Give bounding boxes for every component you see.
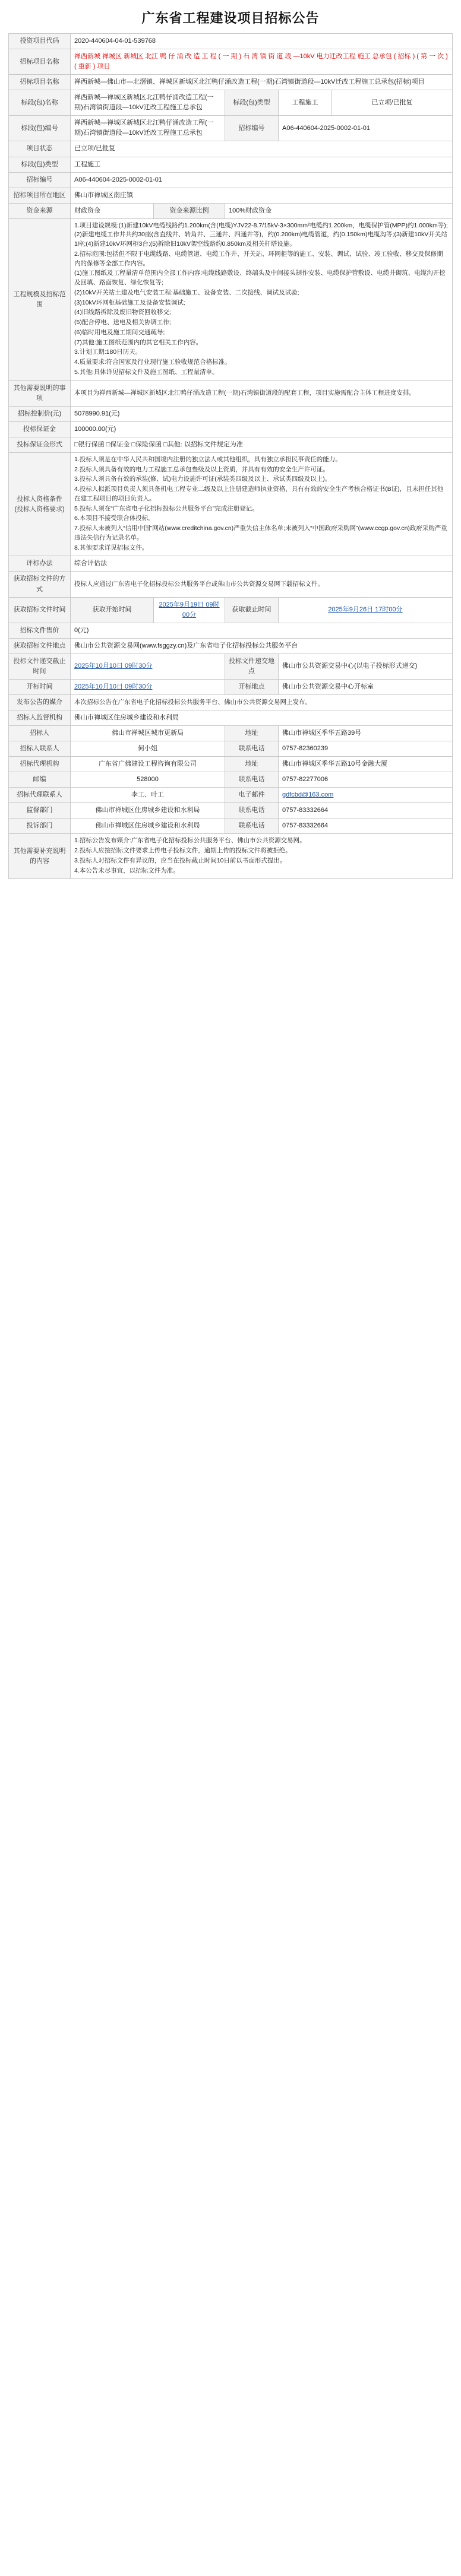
value-bid-deadline bbox=[71, 653, 225, 679]
scope-line: (5)配合停电、送电及相关协调工作; bbox=[74, 319, 171, 326]
project-name-text: 禅西新城 禅城区 新城区 北江 鸭 仔 涌 改 造 工 程 ( 一 期 ) 石 湾 镇 街 道 段 —10kV 电力迁改工程 施工 总承包 ( 招标 ) ( 第 一 次 ) ( 重新 ) 项目 bbox=[74, 53, 448, 71]
value-scope bbox=[71, 218, 453, 380]
contact-label: 地址 bbox=[225, 726, 279, 741]
doc-end-date: 2025年9月26日 17时00分 bbox=[328, 606, 403, 614]
value-section-name-2: 禅西新城—禅城区新城区北江鸭仔涌改造工程(一期)石湾镇街道段—10kV迁改工程施工总承包 bbox=[71, 116, 225, 141]
label-project-code: 投资项目代码 bbox=[9, 34, 71, 49]
contact-label: 联系电话 bbox=[225, 803, 279, 819]
scope-line: (6)临时用电及施工期间交通疏导; bbox=[74, 328, 165, 336]
contact-label: 招标人联系人 bbox=[9, 741, 71, 757]
contact-label: 投诉部门 bbox=[9, 819, 71, 834]
qualification-line: 5.投标人须在“广东省电子化招标投标公共服务平台”完成注册登记。 bbox=[74, 505, 258, 512]
row-scope bbox=[9, 218, 453, 380]
page-title: 广东省工程建设项目招标公告 bbox=[141, 11, 320, 26]
value-doc-fee: 0(元) bbox=[71, 623, 453, 638]
value-type: 工程施工 bbox=[71, 157, 453, 172]
contact-label: 监督部门 bbox=[9, 803, 71, 819]
contact-label: 邮编 bbox=[9, 772, 71, 788]
qualification-line: 7.投标人未被列入“信用中国”网站(www.creditchina.gov.cn)严重失信主体名单;未被列入“中国政府采购网”(www.ccgp.gov.cn)政府采购严重违法失信行为记录名单。 bbox=[74, 525, 447, 541]
scope-line: (7)其他:施工图纸范围内的其它相关工作内容。 bbox=[74, 338, 203, 346]
row-media bbox=[9, 694, 453, 710]
value-open-place: 佛山市公共资源交易中心开标室 bbox=[279, 679, 453, 694]
value-deposit-method: □银行保函 □保证金 □保险保函 □其他: 以招标文件规定为准 bbox=[71, 437, 453, 452]
bid-deadline-date: 2025年10月10日 09时30分 bbox=[74, 662, 153, 670]
label-bid-code-2: 招标编号 bbox=[9, 172, 71, 188]
contact-label: 联系电话 bbox=[225, 741, 279, 757]
contact-label: 电子邮件 bbox=[225, 788, 279, 803]
value-bid-place: 佛山市公共资源交易中心(以电子投标形式递交) bbox=[279, 653, 453, 679]
value-place: 佛山市公共资源交易网(www.fsggzy.cn)及广东省电子化招标投标公共服务平台 bbox=[71, 638, 453, 653]
scope-line: 2.招标范围:包括但不限于电缆线路、电缆管道、电缆工作井、开关站、环网柜等的施工、安装、调试、试验、竣工验收、移交及保修期内的保修等全部工作内容。 bbox=[74, 250, 443, 267]
contact-value: 佛山市禅城区住房城乡建设和水利局 bbox=[71, 819, 225, 834]
note-line: 1.招标公告发布媒介:广东省电子化招标投标公共服务平台、佛山市公共资源交易网。 bbox=[74, 837, 306, 845]
value-other-info: 本项目为禅西新城—禅城区新城区北江鸭仔涌改造工程(一期)石湾镇街道段的配套工程，项目实施需配合主体工程进度安排。 bbox=[71, 380, 453, 406]
row-section-code bbox=[9, 116, 453, 141]
label-media: 发布公告的媒介 bbox=[9, 694, 71, 710]
row-other-notes bbox=[9, 834, 453, 879]
note-line: 4.本公告未尽事宜，以招标文件为准。 bbox=[74, 867, 179, 874]
row-supervisor bbox=[9, 710, 453, 725]
row-bid-deadline bbox=[9, 653, 453, 679]
contact-row bbox=[9, 757, 453, 772]
row-review-method bbox=[9, 556, 453, 572]
label-doc-get: 获取招标文件的方式 bbox=[9, 572, 71, 597]
row-deposit bbox=[9, 421, 453, 437]
contact-value: 0757-83332664 bbox=[279, 819, 453, 834]
value-qualification bbox=[71, 452, 453, 556]
label-deposit-method: 投标保证金形式 bbox=[9, 437, 71, 452]
contact-value: 0757-82277006 bbox=[279, 772, 453, 788]
contact-value: 广东省广佛建设工程咨询有限公司 bbox=[71, 757, 225, 772]
contact-value: 0757-83332664 bbox=[279, 803, 453, 819]
row-region bbox=[9, 188, 453, 203]
contact-email[interactable] bbox=[279, 788, 453, 803]
label-type: 标段(包)类型 bbox=[9, 157, 71, 172]
scope-line: (1)施工图纸及工程量清单范围内全部工作内容:电缆线路敷设、终端头及中间接头制作安装、电缆保护管敷设、电缆井砌筑、电缆沟开挖及回填、路面恢复、绿化恢复等; bbox=[74, 269, 446, 287]
value-funding: 财政资金 bbox=[71, 203, 154, 218]
label-other-notes: 其他需要补充说明的内容 bbox=[9, 834, 71, 879]
contact-value: 528000 bbox=[71, 772, 225, 788]
value-est-amount: 5078990.91(元) bbox=[71, 406, 453, 421]
label-region: 招标项目所在地区 bbox=[9, 188, 71, 203]
label-deposit: 投标保证金 bbox=[9, 421, 71, 437]
label-bid-project: 招标项目名称 bbox=[9, 75, 71, 90]
contact-label: 地址 bbox=[225, 757, 279, 772]
label-bid-code: 招标编号 bbox=[225, 116, 279, 141]
scope-line: 5.其他:具体详见招标文件及施工图纸、工程量清单。 bbox=[74, 368, 219, 376]
contact-label: 联系电话 bbox=[225, 819, 279, 834]
contact-value: 何小姐 bbox=[71, 741, 225, 757]
scope-line: 4.质量要求:符合国家及行业现行施工验收规范合格标准。 bbox=[74, 359, 231, 366]
value-project-status: 已立项/已批复 bbox=[332, 90, 453, 116]
contact-row bbox=[9, 788, 453, 803]
value-review-method: 综合评估法 bbox=[71, 556, 453, 572]
contact-value: 佛山市禅城区住房城乡建设和水利局 bbox=[71, 803, 225, 819]
value-section-type: 工程施工 bbox=[279, 90, 332, 116]
row-project-name bbox=[9, 49, 453, 75]
qualification-line: 2.投标人须具备有效的电力工程施工总承包叁级及以上资质，并具有有效的安全生产许可证。 bbox=[74, 465, 329, 473]
label-review-method: 评标办法 bbox=[9, 556, 71, 572]
qualification-line: 6.本项目不接受联合体投标。 bbox=[74, 515, 154, 522]
note-line: 3.投标人对招标文件有异议的，应当在投标截止时间10日前以书面形式提出。 bbox=[74, 856, 286, 864]
email-link[interactable]: gdfcbd@163.com bbox=[282, 791, 334, 799]
doc-start-date: 2025年9月19日 09时00分 bbox=[159, 601, 220, 618]
announcement-table bbox=[8, 33, 453, 879]
row-doc-time bbox=[9, 597, 453, 623]
contact-row bbox=[9, 803, 453, 819]
label-doc-start: 获取开始时间 bbox=[71, 597, 154, 623]
row-funding bbox=[9, 203, 453, 218]
value-section-name: 禅西新城—禅城区新城区北江鸭仔涌改造工程(一期)石湾镇街道段—10kV迁改工程施工总承包 bbox=[71, 90, 225, 116]
contact-row bbox=[9, 726, 453, 741]
row-doc-get bbox=[9, 572, 453, 597]
scope-line: (3)10kV环网柜基础施工及设备安装调试; bbox=[74, 299, 185, 306]
open-time-date: 2025年10月10日 09时30分 bbox=[74, 683, 153, 690]
row-est-amount bbox=[9, 406, 453, 421]
contact-row bbox=[9, 819, 453, 834]
value-bid-code: A06-440604-2025-0002-01-01 bbox=[279, 116, 453, 141]
row-place bbox=[9, 638, 453, 653]
value-bid-code-2: A06-440604-2025-0002-01-01 bbox=[71, 172, 453, 188]
row-section bbox=[9, 90, 453, 116]
value-doc-start bbox=[154, 597, 225, 623]
scope-line: 1.项目建设规模:(1)新建10kV电缆线路约1.200km(含(电缆)YJV22-8.7/15kV-3×300mm²电缆约1.200km，电缆保护管(MPP)约1.000km等);(2)新建电缆工作井共约30座(含直线井、转角井、三通井、四通井等)，约(0.200km)电缆管道，约(0.150km)电缆沟等;(3)新建10kV开关站1座;(4)新建10kV环网柜3台;(5)拆除旧10kV架空线路约0.850km及相关杆塔设施。 bbox=[74, 221, 448, 248]
contact-label: 招标代理联系人 bbox=[9, 788, 71, 803]
label-open-time: 开标时间 bbox=[9, 679, 71, 694]
label-status: 项目状态 bbox=[9, 141, 71, 157]
scope-line: (2)10kV开关站土建及电气安装工程:基础施工、设备安装、二次接线、调试及试验; bbox=[74, 288, 299, 296]
row-bid-project-name bbox=[9, 75, 453, 90]
contact-value: 佛山市禅城区城市更新局 bbox=[71, 726, 225, 741]
value-bid-project: 禅西新城—佛山市—北滘镇、禅城区新城区北江鸭仔涌改造工程(一期)石湾镇街道段—10kV迁改工程施工总承包(招标)项目 bbox=[71, 75, 453, 90]
value-project-name bbox=[71, 49, 453, 75]
value-supervisor: 佛山市禅城区住房城乡建设和水利局 bbox=[71, 710, 453, 725]
label-section-type: 标段(包)类型 bbox=[225, 90, 279, 116]
row-qualification bbox=[9, 452, 453, 556]
label-est-amount: 招标控制价(元) bbox=[9, 406, 71, 421]
row-project-status bbox=[9, 141, 453, 157]
label-qualification: 投标人资格条件(投标人资格要求) bbox=[9, 452, 71, 556]
contact-row bbox=[9, 772, 453, 788]
value-open-time bbox=[71, 679, 225, 694]
value-funding-ratio: 100%财政资金 bbox=[225, 203, 453, 218]
qualification-line: 1.投标人须是在中华人民共和国境内注册的独立法人或其他组织，具有独立承担民事责任的能力。 bbox=[74, 455, 342, 463]
contact-value: 0757-82360239 bbox=[279, 741, 453, 757]
value-doc-end bbox=[279, 597, 453, 623]
label-funding-ratio: 资金来源比例 bbox=[154, 203, 225, 218]
label-scope: 工程规模及招标范围 bbox=[9, 218, 71, 380]
label-supervisor: 招标人监督机构 bbox=[9, 710, 71, 725]
value-status: 已立项/已批复 bbox=[71, 141, 453, 157]
label-section-name: 标段(包)名称 bbox=[9, 90, 71, 116]
row-project-code bbox=[9, 34, 453, 49]
row-open bbox=[9, 679, 453, 694]
contact-value: 李工、叶工 bbox=[71, 788, 225, 803]
contact-label: 招标人 bbox=[9, 726, 71, 741]
label-place: 获取招标文件地点 bbox=[9, 638, 71, 653]
row-section-type bbox=[9, 157, 453, 172]
label-bid-deadline: 投标文件递交截止时间 bbox=[9, 653, 71, 679]
row-deposit-method bbox=[9, 437, 453, 452]
label-section-code: 标段(包)编号 bbox=[9, 116, 71, 141]
contact-label: 联系电话 bbox=[225, 772, 279, 788]
label-doc-time: 获取招标文件时间 bbox=[9, 597, 71, 623]
value-other-notes bbox=[71, 834, 453, 879]
label-doc-end: 获取截止时间 bbox=[225, 597, 279, 623]
note-line: 2.投标人应按招标文件要求上传电子投标文件，逾期上传的投标文件将被拒绝。 bbox=[74, 847, 292, 855]
label-other-info: 其他需要说明的事项 bbox=[9, 380, 71, 406]
value-region: 佛山市禅城区南庄镇 bbox=[71, 188, 453, 203]
contact-row bbox=[9, 741, 453, 757]
label-project-name: 招标项目名称 bbox=[9, 49, 71, 75]
announcement-page bbox=[0, 0, 461, 891]
value-doc-get: 投标人应通过广东省电子化招标投标公共服务平台或佛山市公共资源交易网下载招标文件。 bbox=[71, 572, 453, 597]
qualification-line: 4.投标人拟派项目负责人须具备机电工程专业二级及以上注册建造师执业资格，具有有效的安全生产考核合格证书(B证)，且未担任其他在建工程项目的项目负责人。 bbox=[74, 486, 444, 502]
qualification-line: 3.投标人须具备有效的承装(修、试)电力设施许可证(承装类四级及以上、承试类四级及以上)。 bbox=[74, 475, 331, 483]
row-doc-fee bbox=[9, 623, 453, 638]
contact-value: 佛山市禅城区季华五路10号金融大厦 bbox=[279, 757, 453, 772]
label-bid-place: 投标文件递交地点 bbox=[225, 653, 279, 679]
label-open-place: 开标地点 bbox=[225, 679, 279, 694]
contact-value: 佛山市禅城区季华五路39号 bbox=[279, 726, 453, 741]
value-media: 本次招标公告在广东省电子化招标投标公共服务平台、佛山市公共资源交易网上发布。 bbox=[71, 694, 453, 710]
qualification-line: 8.其他要求详见招标文件。 bbox=[74, 544, 149, 551]
label-doc-fee: 招标文件售价 bbox=[9, 623, 71, 638]
scope-line: 3.计划工期:180日历天。 bbox=[74, 348, 142, 356]
row-other-info bbox=[9, 380, 453, 406]
label-funding: 资金来源 bbox=[9, 203, 71, 218]
value-deposit: 100000.00(元) bbox=[71, 421, 453, 437]
value-project-code: 2020-440604-04-01-539768 bbox=[71, 34, 453, 49]
contact-label: 招标代理机构 bbox=[9, 757, 71, 772]
row-bid-code bbox=[9, 172, 453, 188]
scope-line: (4)旧线路拆除及废旧物资回收移交; bbox=[74, 309, 171, 316]
